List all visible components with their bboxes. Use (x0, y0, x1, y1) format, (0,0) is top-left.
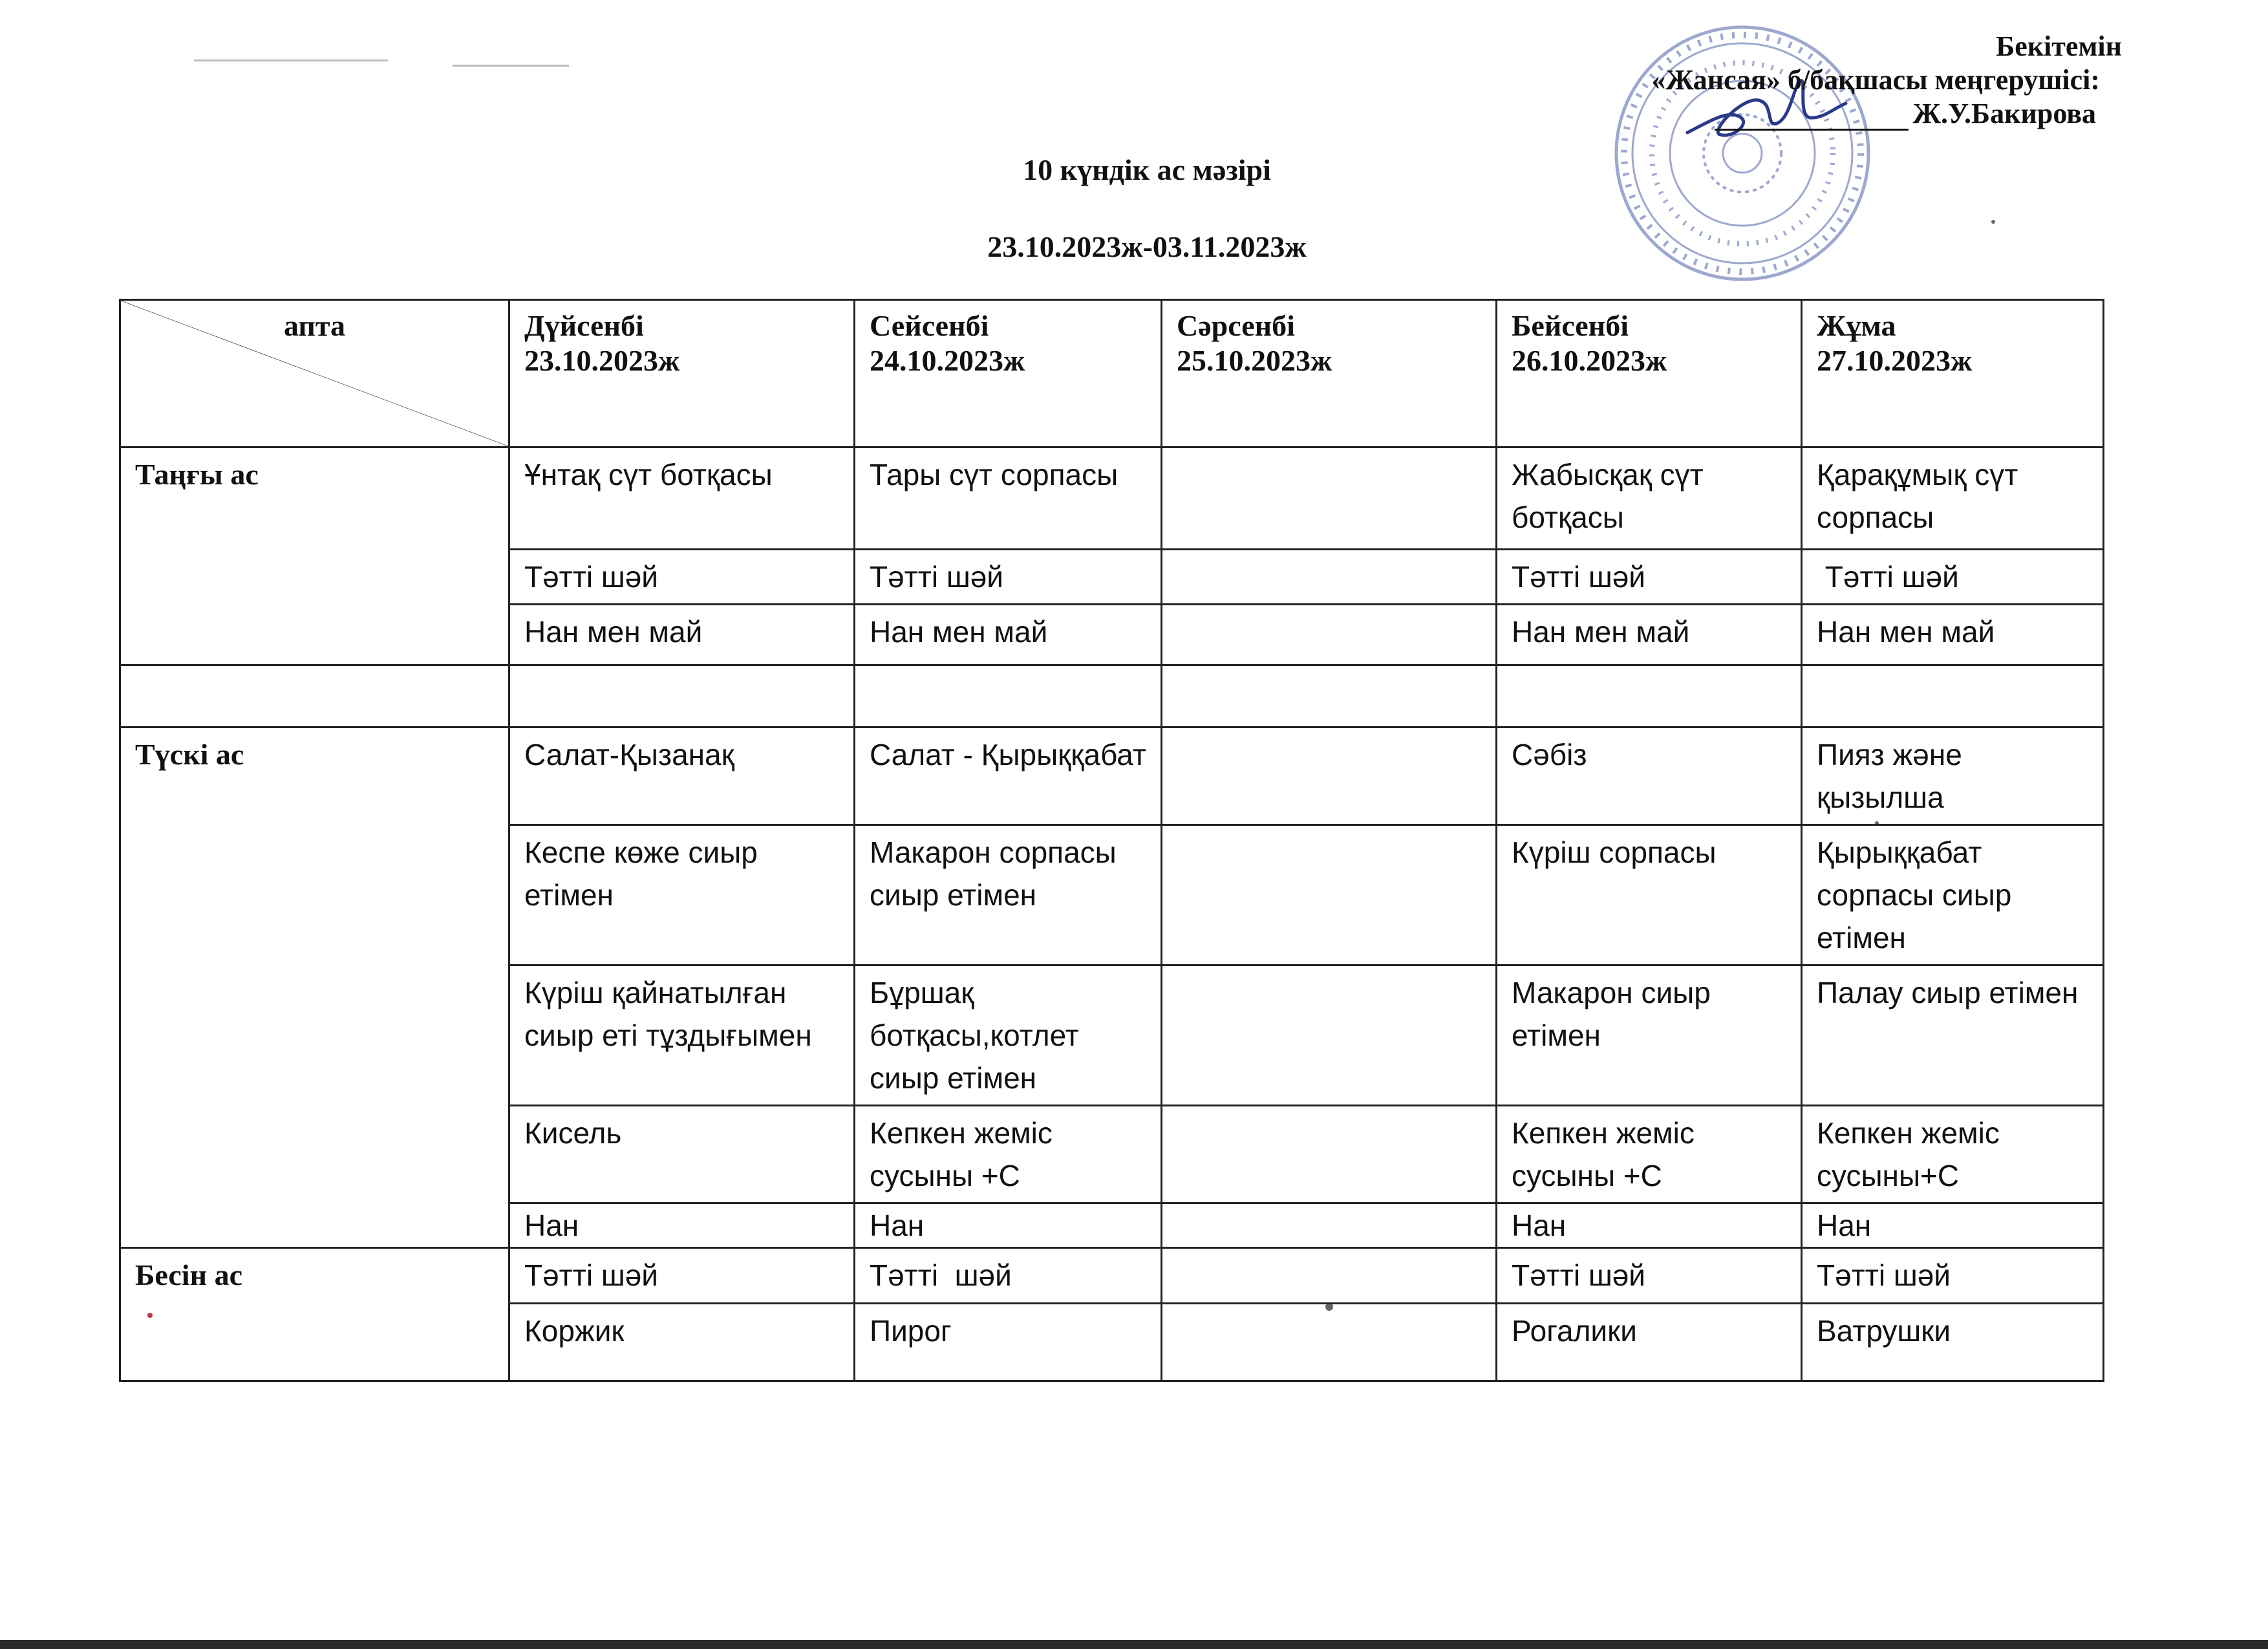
menu-cell (1162, 965, 1497, 1106)
menu-cell (1497, 665, 1802, 727)
menu-cell (1162, 1203, 1497, 1248)
day-header-thursday: Бейсенбі 26.10.2023ж (1497, 300, 1802, 447)
menu-cell (1162, 1248, 1497, 1304)
menu-cell: Тәтті шәй (1497, 1248, 1802, 1304)
scan-bottom-edge (0, 1640, 2268, 1649)
table-row (120, 447, 2104, 550)
menu-cell (1162, 665, 1497, 727)
menu-cell (1162, 550, 1497, 605)
menu-cell: Кисель (509, 1106, 855, 1203)
empty-row (120, 665, 2104, 727)
menu-cell (509, 665, 855, 727)
day-header-tuesday: Сейсенбі 24.10.2023ж (855, 300, 1162, 447)
menu-cell: Тәтті шәй (855, 1248, 1162, 1304)
menu-cell (855, 665, 1162, 727)
meal-breakfast: Таңғы ас (120, 447, 509, 665)
menu-cell: Тәтті шәй (509, 1248, 855, 1304)
menu-cell: Нан (855, 1203, 1162, 1248)
menu-cell: Тәтті шәй (1802, 1248, 2104, 1304)
meal-snack: Бесін ас (120, 1248, 509, 1381)
menu-cell: Жабысқақ сүт ботқасы (1497, 447, 1802, 550)
menu-cell (1162, 727, 1497, 825)
menu-cell: Кеспе көже сиыр етімен (509, 825, 855, 965)
menu-cell: Тәтті шәй (509, 550, 855, 605)
menu-table (119, 299, 2104, 1382)
menu-cell: Тәтті шәй (855, 550, 1162, 605)
menu-cell: Пияз және қызылша (1802, 727, 2104, 825)
empty-cell (120, 665, 509, 727)
menu-cell: Палау сиыр етімен (1802, 965, 2104, 1106)
week-label: апта (283, 309, 346, 342)
menu-cell: Салат - Қырыққабат (855, 727, 1162, 825)
menu-cell: Пирог (855, 1304, 1162, 1381)
corner-header-cell (120, 300, 509, 447)
menu-cell: Тары сүт сорпасы (855, 447, 1162, 550)
menu-cell (1162, 447, 1497, 550)
menu-cell: Тәтті шәй (1802, 550, 2104, 605)
scan-speck (1991, 220, 1995, 224)
menu-cell: Нан (1497, 1203, 1802, 1248)
approval-signature-line (1651, 97, 2096, 131)
document-title: 10 күндік ас мәзірі (1023, 153, 1271, 186)
menu-cell: Ватрушки (1802, 1304, 2104, 1381)
menu-cell: Салат-Қызанақ (509, 727, 855, 825)
menu-cell: Рогалики (1497, 1304, 1802, 1381)
menu-cell (1162, 1106, 1497, 1203)
day-header-wednesday: Сәрсенбі 25.10.2023ж (1162, 300, 1497, 447)
meal-lunch: Түскі ас (120, 727, 509, 1248)
menu-cell: Кепкен жеміс сусыны+С (1802, 1106, 2104, 1203)
menu-cell: Нан (509, 1203, 855, 1248)
day-header-friday: Жұма 27.10.2023ж (1802, 300, 2104, 447)
menu-cell: Коржик (509, 1304, 855, 1381)
menu-cell: Нан мен май (1497, 605, 1802, 665)
menu-cell: Макарон сорпасы сиыр етімен (855, 825, 1162, 965)
approval-title: Бекітемін (1996, 30, 2122, 62)
approval-block (1651, 30, 2122, 131)
menu-cell: Тәтті шәй (1497, 550, 1802, 605)
table-row (120, 1248, 2104, 1304)
menu-cell (1162, 1304, 1497, 1381)
approval-position: «Жансая» б/бақшасы меңгерушісі: (1651, 64, 2100, 96)
document-period: 23.10.2023ж-03.11.2023ж (987, 230, 1307, 263)
menu-cell: Сәбіз (1497, 727, 1802, 825)
menu-cell: Макарон сиыр етімен (1497, 965, 1802, 1106)
menu-cell (1162, 605, 1497, 665)
signature-blank (1715, 103, 1909, 131)
menu-cell: Күріш сорпасы (1497, 825, 1802, 965)
menu-cell: Нан мен май (509, 605, 855, 665)
table-row (120, 727, 2104, 825)
menu-cell: Бұршақ ботқасы,котлет сиыр етімен (855, 965, 1162, 1106)
menu-cell: Қарақұмық сүт сорпасы (1802, 447, 2104, 550)
menu-cell: Күріш қайнатылған сиыр еті тұздығымен (509, 965, 855, 1106)
scan-artifact (194, 59, 388, 61)
day-header-monday: Дүйсенбі 23.10.2023ж (509, 300, 855, 447)
scan-artifact (453, 65, 569, 67)
menu-cell: Нан мен май (855, 605, 1162, 665)
menu-cell: Ұнтақ сүт ботқасы (509, 447, 855, 550)
table-header-row (120, 300, 2104, 447)
approver-name: Ж.У.Бакирова (1912, 98, 2096, 129)
menu-cell (1802, 665, 2104, 727)
menu-cell: Кепкен жеміс сусыны +С (855, 1106, 1162, 1203)
menu-cell: Кепкен жеміс сусыны +С (1497, 1106, 1802, 1203)
menu-cell: Нан (1802, 1203, 2104, 1248)
menu-cell: Қырыққабат сорпасы сиыр етімен (1802, 825, 2104, 965)
menu-cell: Нан мен май (1802, 605, 2104, 665)
menu-cell (1162, 825, 1497, 965)
